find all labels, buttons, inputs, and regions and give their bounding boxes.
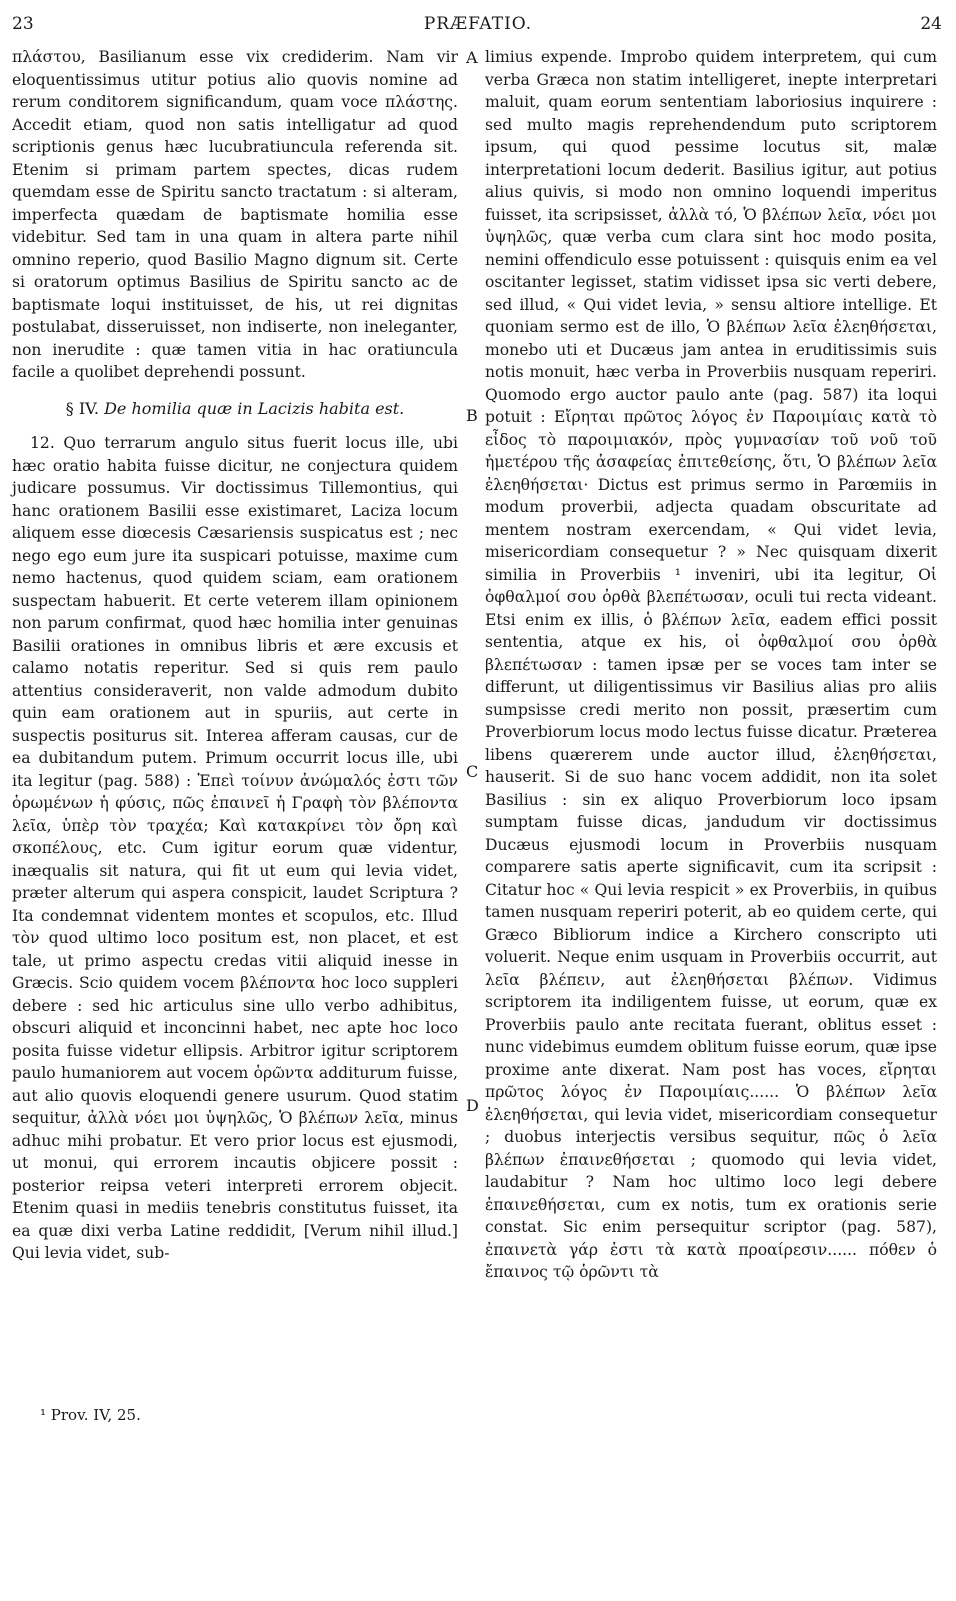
left-paragraph-2: 12. Quo terrarum angulo situs fuerit locus ille, ubi hæc oratio habita fuisse dicitur, ne conjectura quidem judicare possumus. Vir doctissimus Tillemontius, qui hanc orationem Basilii esse existimaret, Laciza locum aliquem esse diœcesis Cæsariensis suspicatus est ; nec nego ego eum jure ita suspicari potuisse, maxime cum nemo hactenus, quod quidem sciam, eam orationem suspectam habuerit. Et certe veterem illam opinionem non parum confirmat, quod hæc homilia inter genuinas Basilii orationes in omnibus libris et ære excusis et calamo notatis reperitur. Sed si quis rem paulo attentius consideraverit, non valde admodum dubito quin eam orationem aut in spuriis, aut certe in suspectis positurus sit. Interea afferam causas, cur de ea dubitandum putem. Primum occurrit locus ille, ubi ita legitur (pag. 588) : Ἐπεὶ τοίνυν ἀνώμαλός ἐστι τῶν ὁρωμένων ἡ φύσις, πῶς ἐπαινεῖ ἡ Γραφὴ τὸν βλέποντα λεῖα, ὑπὲρ τὸν τραχέα; Καὶ κατακρίνει τὸν ὄρη καὶ σκοπέλους, etc. Cum igitur eorum quæ videntur, inæqualis sit natura, qui fit ut eum qui levia videt, præter alterum qui aspera conspicit, laudet Scriptura ? Ita condemnat videntem montes et scopulos, etc. Illud τὸν quod ultimo loco positum est, non placet, et est tale, ut primo aspectu credas vitii aliquid inesse in Græcis. Scio quidem vocem βλέποντα hoc loco suppleri debere : sed hic articulus sine ullo verbo adhibitus, obscuri aliquid et inconcinni habet, nec apte hoc loco posita fuisse videtur ellipsis. Arbitror igitur scriptorem paulo humaniorem aut vocem ὁρῶντα additurum fuisse, aut alio quovis eloquendi genere usurum. Quod statim sequitur, ἀλλὰ νόει μοι ὑψηλῶς, Ὁ βλέπων λεῖα, minus adhuc mihi probatur. Et vero prior locus est ejusmodi, ut monui, qui errorem incautis objicere possit : posterior reipsa veteri interpreti errorem objecit. Etenim quasi in mediis tenebris constitutus fuisset, ita ea quæ dixi verba Latine reddidit, [Verum nihil illud.] Qui levia videt, sub- [12, 434, 458, 1262]
section-number: § IV. [65, 398, 99, 418]
left-column [12, 46, 458, 1265]
section-title: De homilia quæ in Lacizis habita est. [104, 398, 405, 418]
right-column [485, 46, 937, 1284]
left-paragraph-1: πλάστου, Basilianum esse vix crediderim. Nam vir eloquentissimus utitur potius alio quovis nomine ad rerum conditorem significandum, quam voce πλάστης. Accedit etiam, quod non satis intelligatur ad quod scriptionis genus hæc lucubratiuncula referenda sit. Etenim si primam partem spectes, dicas rudem quemdam esse de Spiritu sancto tractatum : si alteram, imperfecta quædam de baptismate homilia esse videbitur. Sed tam in una quam in altera parte nihil omnino reperio, quod Basilio Magno dignum sit. Certe si oratorum optimus Basilius de Spiritu sancto ac de baptismate loqui instituisset, de his, ut rei dignitas postulabat, disseruisset, non indiserte, non ineleganter, non inerudite : quæ tamen vitia in hac oratiuncula facile a quolibet deprehendi possunt. [12, 48, 458, 381]
running-title: PRÆFATIO. [423, 14, 533, 34]
right-paragraph-1: limius expende. Improbo quidem interpretem, qui cum verba Græca non statim intelligeret, inepte interpretari maluit, quam eorum sententiam laboriosius inquirere : sed multo magis reprehendendum puto scriptorem ipsum, qui quod pessime locutus sit, malæ interpretationi locum dederit. Basilius igitur, aut potius alius quivis, si modo non omnino loquendi imperitus fuisset, ita scripsisset, ἀλλὰ τό, Ὁ βλέπων λεῖα, νόει μοι ὑψηλῶς, quæ verba cum clara sint hoc modo posita, nemini offendiculo esse potuissent : quisquis enim ea vel oscitanter legisset, statim vidisset ipsa sic verti debere, sed illud, « Qui videt levia, » sensu altiore intellige. Et quoniam sermo est de illo, Ὁ βλέπων λεῖα ἐλεηθήσεται, monebo uti et Ducæus jam antea in eruditissimis suis notis monuit, hæc verba in Proverbiis nusquam reperiri. Quomodo ergo auctor paulo ante (pag. 587) ita loqui potuit : Εἴρηται πρῶτος λόγος ἐν Παροιμίαις κατὰ τὸ εἶδος τὸ παροιμιακόν, πρὸς γυμνασίαν τοῦ νοῦ τοῦ ἡμετέρου τῆς ἀσαφείας ἐπιτεθείσης, ὅτι, Ὁ βλέπων λεῖα ἐλεηθήσεται· Dictus est primus sermo in Parœmiis in modum proverbii, adjecta quadam obscuritate ad mentem nostram exercendam, « Qui videt levia, misericordiam consequetur ? » Nec quisquam dixerit similia in Proverbiis ¹ inveniri, ubi ita legitur, Οἱ ὀφθαλμοί σου ὀρθὰ βλεπέτωσαν, oculi tui recta videant. Etsi enim ex illis, ὁ βλέπων λεῖα, eadem effici possit sententia, atque ex his, οἱ ὀφθαλμοί σου ὀρθὰ βλεπέτωσαν : tamen ipsæ per se voces tam inter se differunt, ut diligentissimus vir Basilius alias pro aliis sumpsisse credi merito non possit, præsertim cum Proverbiorum locus modo lectus fuisse dicatur. Præterea libens quærerem unde auctor illud, ἐλεηθήσεται, hauserit. Si de suo hanc vocem addidit, non ita solet Basilius : sin ex aliquo Proverbiorum loco ipsam sumptam fuisse dicas, jandudum vir doctissimus Ducæus ejusmodi locum in Proverbiis nusquam comparere satis aperte significavit, cum ita scripsit : Citatur hoc « Qui levia respicit » ex Proverbiis, in quibus tamen nusquam reperiri poterit, ab eo quidem certe, qui Græco Bibliorum indice a Kirchero conscripto uti voluerit. Neque enim usquam in Proverbiis occurrit, aut λεῖα βλέπειν, aut ἐλεηθήσεται βλέπων. Vidimus scriptorem ita indiligentem fuisse, ut eorum, quæ ex Proverbiis paulo ante recitata fuerant, oblitus esset : nunc videbimus eumdem oblitum fuisse eorum, quæ ipse proxime ante dixerat. Nam post has voces, εἴρηται πρῶτος λόγος ἐν Παροιμίαις...... Ὁ βλέπων λεῖα ἐλεηθήσεται, qui levia videt, misericordiam consequetur ; duobus interjectis versibus sequitur, πῶς ὁ λεῖα βλέπων ἐπαινεθήσεται ; quomodo qui levia videt, laudabitur ? Nam hoc ultimo loco legi debere ἐπαινεθήσεται, cum ex notis, tum ex orationis serie constat. Sic enim persequitur scriptor (pag. 587), ἐπαινετὰ γάρ ἐστι τὰ κατὰ προαίρεσιν...... πόθεν ὁ ἔπαινος τῷ ὁρῶντι τὰ [485, 48, 937, 1281]
margin-letter-d: D [466, 1096, 479, 1115]
page-number-left: 23 [12, 14, 34, 34]
page-header [0, 14, 956, 42]
footnote: ¹ Prov. IV, 25. [40, 1406, 141, 1424]
section-heading [12, 398, 458, 421]
margin-letter-a: A [466, 48, 478, 67]
margin-letter-c: C [466, 762, 479, 781]
margin-letter-b: B [466, 406, 478, 425]
page-number-right: 24 [920, 14, 942, 34]
